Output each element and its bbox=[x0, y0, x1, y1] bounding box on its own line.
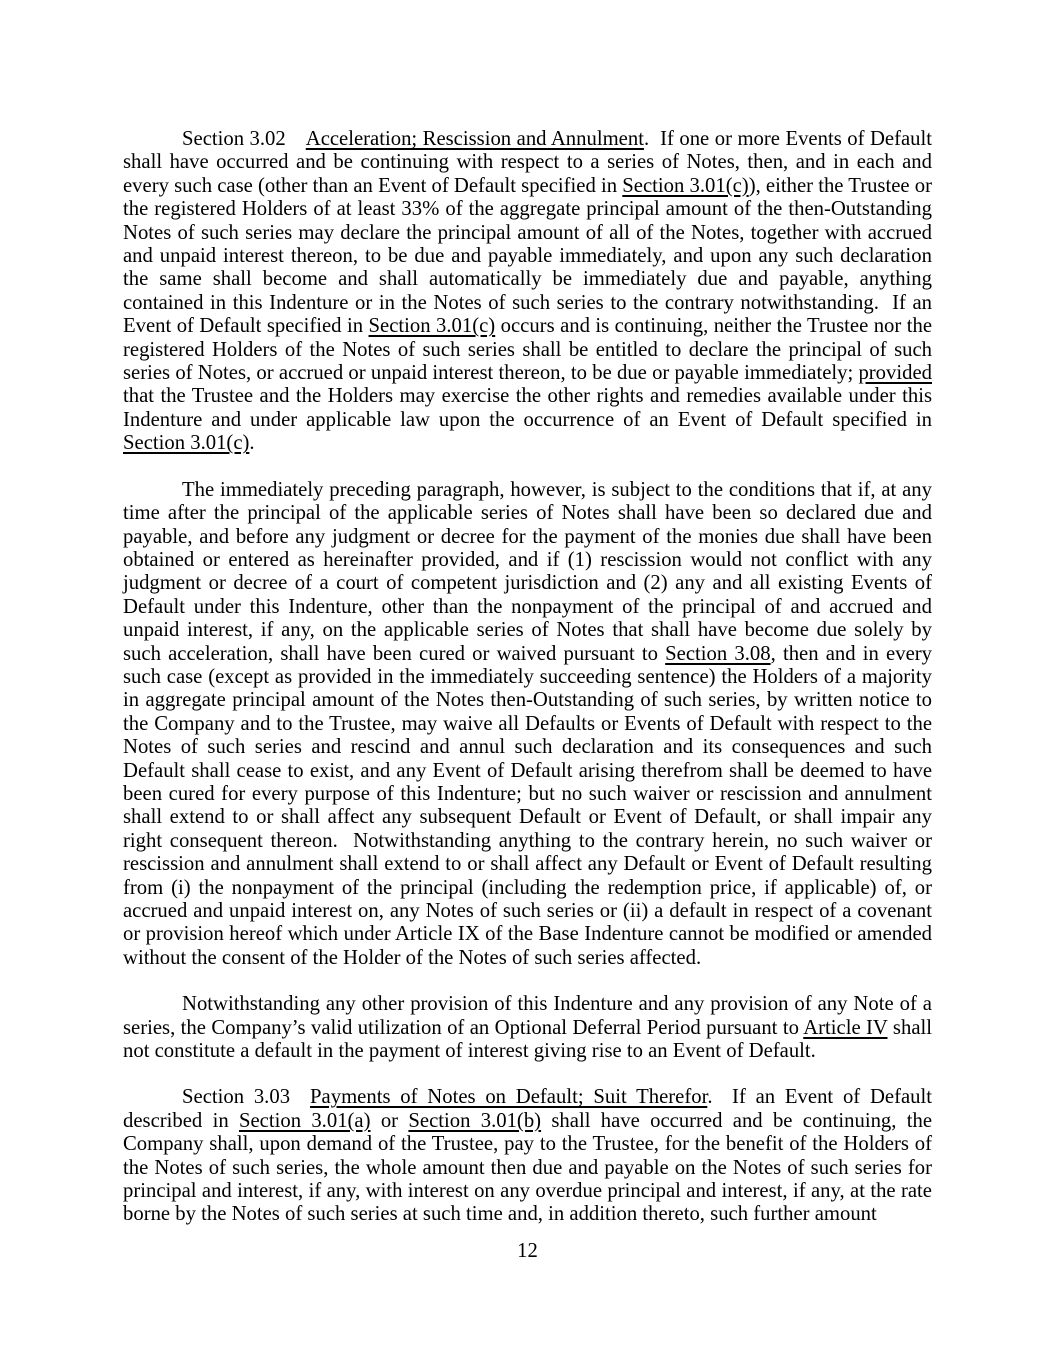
document-body bbox=[123, 128, 932, 1227]
text-run: . If an Event of Default described in bbox=[123, 1086, 932, 1132]
underlined-reference: Section 3.01(c) bbox=[622, 174, 749, 197]
text-run: Notwithstanding any other provision of this Indenture and any provision of any Note of a series, the Company’s valid utilization of an Optional Deferral Period pursuant to bbox=[123, 993, 932, 1039]
text-run: The immediately preceding paragraph, however, is subject to the conditions that if, at any time after the principal of the applicable series of Notes shall have been so declared due and payable, and before any judgment or decree for the payment of the monies due shall have been obtained or entered as hereinafter provided, and if (1) rescission would not conflict with any judgment or decree of a court of competent jurisdiction and (2) any and all existing Events of Default under this Indenture, other than the nonpayment of the principal of and accrued and unpaid interest, if any, on the applicable series of Notes that shall have become due solely by such acceleration, shall have been cured or waived pursuant to bbox=[123, 478, 932, 665]
paragraph-section-3-02 bbox=[123, 128, 932, 456]
underlined-reference: Section 3.01(a) bbox=[238, 1109, 371, 1132]
paragraph-rescission-conditions bbox=[123, 479, 932, 971]
page-number: 12 bbox=[517, 1240, 538, 1262]
text-run: Section 3.03 bbox=[182, 1086, 291, 1109]
text-run: , then and in every such case (except as provided in the immediately succeeding sentence) the Holders of a majority in aggregate principal amount of the Notes then-Outstanding of such series, by written notice to the Company and to the Trustee, may waive all Defaults or Events of Default with respect to the Notes of such series and rescind and annul such declaration and its consequences and such Default shall cease to exist, and any Event of Default arising therefrom shall be deemed to have been cured for every purpose of this Indenture; but no such waiver or rescission and annulment shall extend to or shall affect any subsequent Default or Event of Default, or shall impair any right consequent thereon. Notwithstanding anything to the contrary herein, no such waiver or rescission and annulment shall extend to or shall affect any Default or Event of Default resulting from (i) the nonpayment of the principal (including the redemption price, if applicable) of, or accrued and unpaid interest on, any Notes of such series or (ii) a default in respect of a covenant or provision hereof which under Article IX of the Base Indenture cannot be modified or amended without the consent of the Holder of the Notes of such series affected. bbox=[123, 642, 932, 969]
underlined-reference: Section 3.01(c) bbox=[368, 315, 496, 338]
text-run: shall not constitute a default in the payment of interest giving rise to an Event of Default. bbox=[123, 1016, 932, 1063]
underlined-reference: provided bbox=[858, 362, 932, 385]
text-run: . bbox=[249, 432, 255, 455]
underlined-reference: Acceleration; Rescission and Annulment bbox=[305, 128, 644, 150]
underlined-reference: Section 3.01(c) bbox=[123, 432, 250, 455]
text-run: occurs and is continuing, neither the Trustee nor the registered Holders of the Notes of such series shall be entitled to declare the principal of such series of Notes, or accrued or unpaid interest thereon, to be due or payable immediately; bbox=[123, 315, 933, 385]
text-run: that the Trustee and the Holders may exercise the other rights and remedies available under this Indenture and under applicable law upon the occurrence of an Event of Default specified in bbox=[123, 385, 932, 431]
text-run: or bbox=[370, 1109, 409, 1132]
paragraph-section-3-03 bbox=[123, 1086, 932, 1226]
underlined-reference: Section 3.01(b) bbox=[408, 1109, 542, 1132]
underlined-reference: Payments of Notes on Default; Suit Therefor bbox=[310, 1086, 708, 1109]
text-run: shall have occurred and be continuing, the Company shall, upon demand of the Trustee, pay to the Trustee, for the benefit of the Holders of the Notes of such series, the whole amount then due and payable on the Notes of such series for principal and interest, if any, with interest on any overdue principal and interest, if any, at the rate borne by the Notes of such series at such time and, in addition thereto, such further amount bbox=[123, 1109, 933, 1226]
text-run: . If one or more Events of Default shall have occurred and be continuing with respect to a series of Notes, then, and in each and every such case (other than an Event of Default specified in bbox=[123, 128, 932, 197]
underlined-reference: Section 3.08 bbox=[665, 642, 771, 665]
underlined-reference: Article IV bbox=[803, 1016, 888, 1039]
text-run: Section 3.02 bbox=[182, 128, 286, 150]
paragraph-optional-deferral bbox=[123, 993, 932, 1063]
text-run: ), either the Trustee or the registered Holders of at least 33% of the aggregate principal amount of the then-Outstanding Notes of such series may declare the principal amount of all of the Notes, together with accrued and unpaid interest thereon, to be due and payable immediately, and upon any such declaration the same shall become and shall automatically be immediately due and payable, anything contained in this Indenture or in the Notes of such series to the contrary notwithstanding. If an Event of Default specified in bbox=[123, 174, 933, 338]
